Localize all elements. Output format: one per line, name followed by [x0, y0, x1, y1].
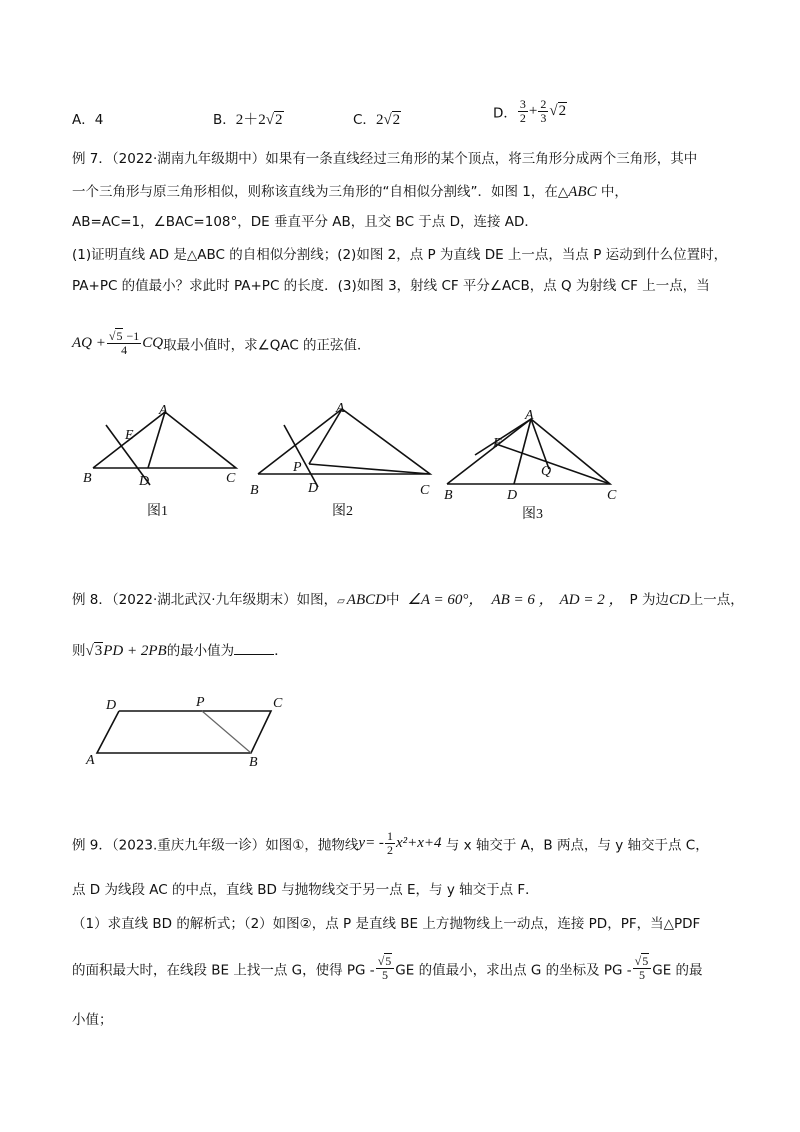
ex7-line3: AB=AC=1，∠BAC=108°，DE 垂直平分 AB，且交 BC 于点 D，连接 AD． [72, 214, 538, 230]
ex7-frac: $\frac{√5 -1}{4}$ [108, 329, 140, 357]
answer-blank[interactable] [234, 654, 274, 655]
option-d-plus: + [528, 103, 538, 119]
ex7-cq: CQ [142, 335, 164, 351]
option-d-frac1: $\frac{3}{2}$ [519, 97, 526, 125]
ex8-source: （2022·湖北武汉·九年级期末） [111, 592, 297, 608]
ex8-parallelogram [97, 711, 271, 753]
option-d [493, 98, 567, 125]
fig2-label-a: A [336, 401, 345, 416]
option-b-expr: 2＋2 [235, 112, 266, 128]
ex9-coef-frac: $\frac{1}{2}$ [386, 829, 393, 857]
fig3-label-q: Q [541, 464, 552, 479]
ex7-text-2: 一个三角形与原三角形相似，则称该直线为三角形的“自相似分割线”．如图 1，在△ [72, 184, 569, 200]
ex9-line4 [72, 955, 703, 982]
ex7-text-6: 取最小值时，求∠QAC 的正弦值． [163, 337, 371, 354]
fig1-label-e: E [125, 428, 134, 443]
ex7-line5: PA+PC 的值最小？求此时 PA+PC 的长度．(3)如图 3，射线 CF 平分∠ACB，点 Q 为射线 CF 上一点，当 [72, 278, 710, 294]
ex8-cd: CD [668, 592, 690, 608]
option-b-sqrt: √2 [265, 112, 283, 128]
fig2-label-p: P [293, 460, 302, 475]
fig1-label-a: A [159, 403, 168, 418]
fig3-label-c: C [607, 488, 617, 503]
ex8-text-3: P 为边 [629, 592, 669, 608]
ex8-text-2: 中 [385, 592, 400, 608]
fig3-label-a: A [525, 408, 534, 423]
ex8-label-a: A [86, 753, 95, 768]
ex8-figure [0, 690, 800, 780]
ex9-text-4c: GE 的最 [652, 962, 703, 979]
option-c-expr: 2 [375, 112, 384, 128]
ex9-label: 例 9． [72, 837, 112, 854]
fig1-caption: 图1 [147, 504, 168, 519]
ex7-line2 [72, 182, 628, 202]
ex8-text-4: 上一点， [689, 592, 744, 608]
fig2-label-b: B [250, 483, 259, 498]
ex7-line6 [72, 330, 371, 357]
ex7-label: 例 7． [72, 151, 112, 167]
ex7-line4: (1)证明直线 AD 是△ABC 的自相似分割线；(2)如图 2，点 P 为直线 DE 上一点，当点 P 运动到什么位置时， [72, 247, 728, 263]
ex7-triangle-name: ABC [568, 184, 597, 200]
option-d-frac2: $\frac{2}{3}$ [540, 97, 547, 125]
ex8-label-d: D [106, 698, 117, 713]
ex9-line1 [72, 830, 709, 857]
ex9-text-1: 如图①，抛物线 [265, 837, 359, 854]
ex8-text-1: 如图， [296, 592, 338, 608]
ex8-parallelogram-name: ABCD [346, 592, 386, 608]
parallelogram-icon: ▱ [337, 596, 345, 607]
option-d-label: D． [493, 105, 517, 122]
fig2-label-c: C [420, 483, 430, 498]
ex7-line1 [72, 149, 697, 169]
ex9-y-eq: y= - [358, 835, 384, 851]
fig3-caption: 图3 [522, 507, 543, 522]
ex8-ab: AB = 6 ， [491, 592, 554, 608]
ex9-frac-2: $\frac{√5}{5}$ [633, 955, 652, 982]
ex9-frac-1: $\frac{√5}{5}$ [376, 955, 395, 982]
option-c [353, 108, 401, 129]
ex9-line2: 点 D 为线段 AC 的中点，直线 BD 与抛物线交于另一点 E，与 y 轴交于点 F． [72, 882, 539, 898]
fig2-segment-pa [309, 409, 342, 464]
option-a: A．4 [72, 112, 104, 128]
ex8-text-6: 的最小值为 [166, 643, 235, 659]
fig1-triangle [93, 412, 236, 468]
fig3-label-b: B [444, 488, 453, 503]
ex8-sqrt: √3 [85, 643, 103, 659]
ex9-line3: （1）求直线 BD 的解析式；（2）如图②，点 P 是直线 BE 上方抛物线上一动点，连接 PD，PF，当△PDF [72, 916, 701, 932]
ex8-angle: ∠A = 60°， [407, 592, 484, 608]
ex7-text-1: 如果有一条直线经过三角形的某个顶点，将三角形分成两个三角形，其中 [265, 151, 698, 167]
ex8-expression: PD + 2PB [103, 643, 167, 659]
ex8-label-c: C [273, 696, 283, 711]
ex7-figures [0, 395, 800, 525]
fig2-label-d: D [308, 481, 319, 496]
fig1-label-c: C [226, 471, 236, 486]
option-c-label: C． [353, 112, 376, 128]
ex8-label: 例 8． [72, 592, 112, 608]
option-b-label: B． [213, 112, 236, 128]
ex9-text-2: 与 x 轴交于 A，B 两点，与 y 轴交于点 C， [441, 837, 709, 854]
fig2-caption: 图2 [332, 504, 353, 519]
ex8-label-b: B [249, 755, 258, 770]
option-b [213, 108, 284, 129]
fig2-segment-pc [309, 464, 430, 474]
fig2-triangle [258, 409, 430, 474]
fig3-ray-cf [496, 444, 610, 484]
ex9-line5: 小值； [72, 1012, 113, 1028]
fig1-label-d: D [139, 474, 150, 489]
fig1-segment-ad [148, 412, 165, 468]
ex8-text-end: ． [274, 643, 288, 659]
ex8-ad: AD = 2 ， [559, 592, 624, 608]
ex9-text-4b: GE 的值最小，求出点 G 的坐标及 PG - [395, 962, 632, 979]
ex8-text-5: 则 [72, 643, 86, 659]
option-c-sqrt: √2 [383, 112, 401, 128]
ex9-text-4a: 的面积最大时，在线段 BE 上找一点 G，使得 PG - [72, 962, 375, 979]
ex9-source: （2023.重庆九年级一诊） [111, 837, 266, 854]
fig1-label-b: B [83, 471, 92, 486]
ex7-aq: AQ + [72, 335, 106, 351]
fig3-label-f: F [493, 436, 502, 451]
fig3-label-d: D [507, 488, 518, 503]
ex8-segment-pb [202, 711, 251, 753]
ex7-text-2-end: 中， [596, 184, 628, 200]
ex7-source: （2022·湖南九年级期中） [111, 151, 266, 167]
ex9-polynomial: x²+x+4 [395, 835, 442, 851]
ex8-label-p: P [196, 695, 205, 710]
ex8-line2 [72, 641, 288, 661]
ex8-line1 [72, 590, 744, 612]
option-d-sqrt: √2 [549, 103, 567, 119]
